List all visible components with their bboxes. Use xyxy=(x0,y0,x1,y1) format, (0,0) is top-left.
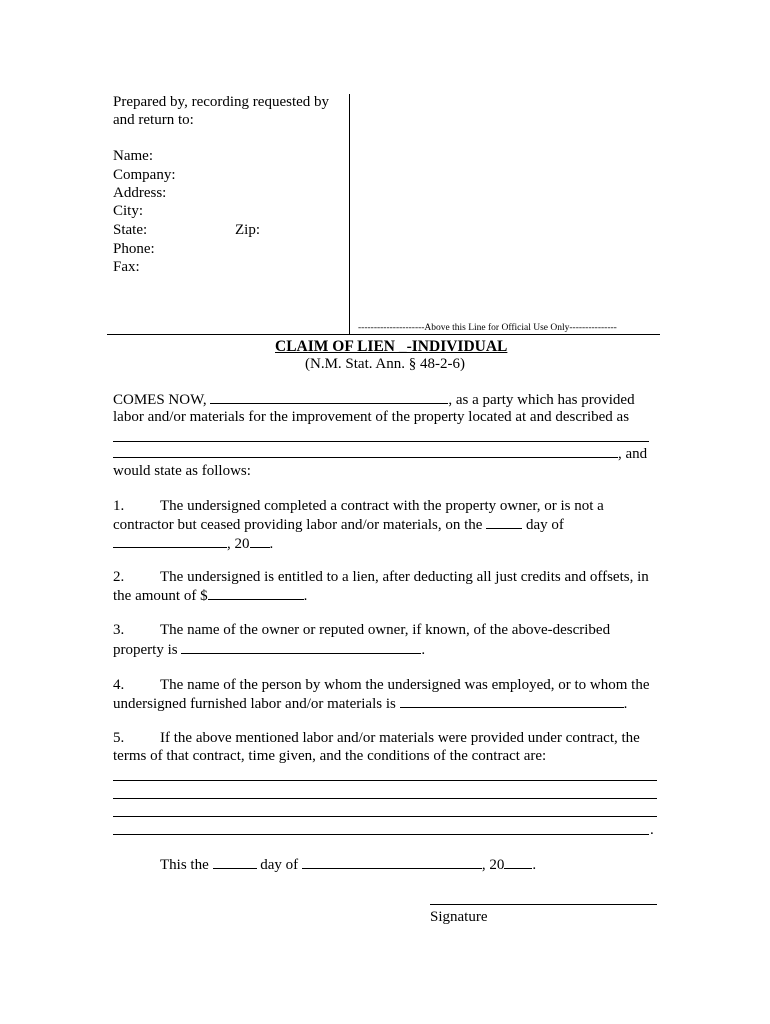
item3-property-is: property is xyxy=(113,642,178,658)
city-label: City: xyxy=(113,203,144,219)
header-divider-vertical xyxy=(349,94,350,334)
item1-day-of-text: day of xyxy=(525,517,564,533)
address-label: Address: xyxy=(113,185,167,201)
phone-label: Phone: xyxy=(113,241,155,257)
year-prefix: , 20 xyxy=(481,857,505,873)
execution-date-line xyxy=(160,856,536,874)
property-description-line2[interactable] xyxy=(113,445,618,458)
official-use-note: ---------------------Above this Line for Official Use Only--------------- xyxy=(358,323,617,333)
item2-amount-label: the amount of $ xyxy=(113,588,208,604)
item5-line2: terms of that contract, time given, and the conditions of the contract are: xyxy=(113,748,547,764)
closing-period: . xyxy=(532,857,537,873)
intro-line4 xyxy=(113,445,647,463)
and-text: , and xyxy=(618,446,648,462)
fax-label: Fax: xyxy=(113,259,140,275)
completion-year-blank[interactable] xyxy=(250,535,270,548)
item2-period: . xyxy=(303,588,308,604)
name-label: Name: xyxy=(113,148,153,164)
document-title: CLAIM OF LIEN _-INDIVIDUAL xyxy=(275,338,508,355)
contract-terms-period: . xyxy=(650,822,654,838)
item1-period: . xyxy=(269,536,274,552)
item4-text: undersigned furnished labor and/or materials is xyxy=(113,696,396,712)
item1-line2 xyxy=(113,516,564,534)
contract-terms-line2[interactable] xyxy=(113,798,657,799)
header-divider-horizontal xyxy=(107,334,660,335)
item4-line1: The name of the person by whom the undersigned was employed, or to whom the xyxy=(160,677,650,693)
item1-year-prefix: , 20 xyxy=(227,536,250,552)
company-label: Company: xyxy=(113,167,176,183)
item2-line2 xyxy=(113,587,307,605)
contract-terms-line4[interactable] xyxy=(113,834,649,835)
completion-month-blank[interactable] xyxy=(113,535,227,548)
item1-line3 xyxy=(113,535,273,553)
contract-terms-line1[interactable] xyxy=(113,780,657,781)
item1-line1: The undersigned completed a contract with the property owner, or is not a xyxy=(160,498,604,514)
intro-line2: labor and/or materials for the improvement of the property located at and described as xyxy=(113,409,630,425)
prepared-by-line2: and return to: xyxy=(113,112,194,128)
item1-number: 1. xyxy=(113,498,125,514)
item3-line2 xyxy=(113,641,425,659)
property-description-line1[interactable] xyxy=(113,441,649,442)
item2-line1: The undersigned is entitled to a lien, after deducting all just credits and offsets, in xyxy=(160,569,649,585)
signature-label: Signature xyxy=(430,909,488,925)
item3-period: . xyxy=(421,642,426,658)
party-text: , as a party which has provided xyxy=(448,392,635,408)
document-subtitle: (N.M. Stat. Ann. § 48-2-6) xyxy=(305,356,465,372)
item5-line1: If the above mentioned labor and/or materials were provided under contract, the xyxy=(160,730,640,746)
state-label: State: xyxy=(113,222,148,238)
intro-line1 xyxy=(113,391,635,409)
claimant-name-blank[interactable] xyxy=(210,391,448,404)
execution-year-blank[interactable] xyxy=(504,856,532,869)
lien-amount-blank[interactable] xyxy=(208,587,304,600)
execution-month-blank[interactable] xyxy=(302,856,482,869)
completion-day-blank[interactable] xyxy=(486,516,522,529)
owner-name-blank[interactable] xyxy=(181,641,421,654)
signature-line[interactable] xyxy=(430,904,657,905)
execution-day-blank[interactable] xyxy=(213,856,257,869)
comes-now-text: COMES NOW, xyxy=(113,392,207,408)
this-the-text: This the xyxy=(160,857,209,873)
item4-period: . xyxy=(623,696,628,712)
prepared-by-line1: Prepared by, recording requested by xyxy=(113,94,330,110)
item3-number: 3. xyxy=(113,622,125,638)
state-follows-text: would state as follows: xyxy=(113,463,251,479)
item2-number: 2. xyxy=(113,569,125,585)
employer-name-blank[interactable] xyxy=(400,695,624,708)
zip-label: Zip: xyxy=(235,222,260,238)
item4-line2 xyxy=(113,695,627,713)
contract-terms-line3[interactable] xyxy=(113,816,657,817)
item4-number: 4. xyxy=(113,677,125,693)
item5-number: 5. xyxy=(113,730,125,746)
item1-line2-text: contractor but ceased providing labor and/or materials, on the xyxy=(113,517,483,533)
item3-line1: The name of the owner or reputed owner, if known, of the above-described xyxy=(160,622,611,638)
day-of-text: day of xyxy=(260,857,299,873)
